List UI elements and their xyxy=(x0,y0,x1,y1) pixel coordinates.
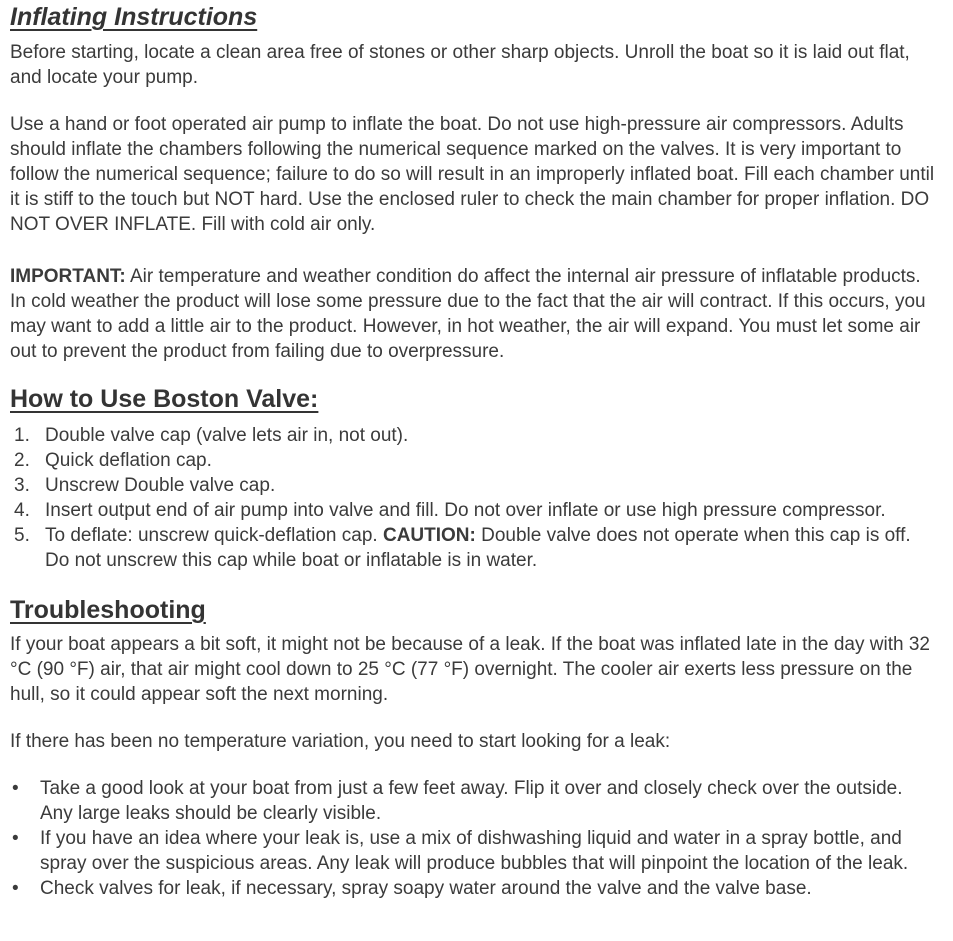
inflating-instructions-heading: Inflating Instructions xyxy=(10,3,258,31)
list-item xyxy=(10,523,939,573)
caution-text: Double valve does not operate when this cap is off. Do not unscrew this cap while boat or inflatable is in water. xyxy=(45,525,911,571)
bullet-marker: • xyxy=(12,778,19,799)
deflate-text: To deflate: unscrew quick-deflation cap. xyxy=(45,525,383,546)
list-item-number: 5. xyxy=(14,525,30,546)
section-boston-valve xyxy=(10,384,939,573)
list-item-text xyxy=(45,523,939,573)
list-item-text: Double valve cap (valve lets air in, not out). xyxy=(45,425,409,446)
section-troubleshooting xyxy=(10,595,939,901)
boston-valve-steps xyxy=(10,423,939,573)
bullet-marker: • xyxy=(12,828,19,849)
important-text: Air temperature and weather condition do affect the internal air pressure of inflatable products. In cold weather the product will lose some pressure due to the fact that the air will contract. If this occurs, you may want to add a little air to the product. However, in hot weather, the air will expand. You must let some air out to prevent the product from failing due to overpressure. xyxy=(10,266,926,362)
list-item xyxy=(10,826,939,876)
list-item-text: Check valves for leak, if necessary, spray soapy water around the valve and the valve base. xyxy=(40,878,812,899)
boston-valve-heading: How to Use Boston Valve: xyxy=(10,385,319,413)
troubleshooting-heading: Troubleshooting xyxy=(10,596,206,624)
list-item-number: 4. xyxy=(14,500,30,521)
section-inflating-instructions xyxy=(10,2,939,364)
list-item-text: Take a good look at your boat from just a few feet away. Flip it over and closely check over the outside. Any large leaks should be clearly visible. xyxy=(40,778,903,824)
list-item-number: 1. xyxy=(14,425,30,446)
pump-usage-paragraph: Use a hand or foot operated air pump to inflate the boat. Do not use high-pressure air compressors. Adults should inflate the chambers following the numerical sequence marked on the valves. It is very important to follow the numerical sequence; failure to do so will result in an improperly inflated boat. Fill each chamber until it is stiff to the touch but NOT hard. Use the enclosed ruler to check the main chamber for proper inflation. DO NOT OVER INFLATE. Fill with cold air only. xyxy=(10,114,935,235)
list-item-text: If you have an idea where your leak is, use a mix of dishwashing liquid and water in a spray bottle, and spray over the suspicious areas. Any leak will produce bubbles that will pinpoint the location of the leak. xyxy=(40,828,909,874)
list-item xyxy=(10,776,939,826)
list-item xyxy=(10,423,939,448)
list-item xyxy=(10,473,939,498)
soft-boat-paragraph: If your boat appears a bit soft, it might not be because of a leak. If the boat was inflated late in the day with 32 °C (90 °F) air, that air might cool down to 25 °C (77 °F) overnight. The cooler air exerts less pressure on the hull, so it could appear soft the next morning. xyxy=(10,634,930,705)
list-item-text: Quick deflation cap. xyxy=(45,450,212,471)
list-item-text: Insert output end of air pump into valve and fill. Do not over inflate or use high pressure compressor. xyxy=(45,500,886,521)
list-item xyxy=(10,876,939,901)
leak-intro-paragraph: If there has been no temperature variation, you need to start looking for a leak: xyxy=(10,731,671,752)
bullet-marker: • xyxy=(12,878,19,899)
important-label: IMPORTANT: xyxy=(10,266,126,287)
leak-check-list xyxy=(10,776,939,901)
caution-label: CAUTION: xyxy=(382,525,476,546)
list-item xyxy=(10,498,939,523)
list-item-text: Unscrew Double valve cap. xyxy=(45,475,276,496)
intro-paragraph: Before starting, locate a clean area free of stones or other sharp objects. Unroll the boat so it is laid out flat, and locate your pump. xyxy=(10,42,910,88)
list-item-number: 2. xyxy=(14,450,30,471)
list-item-number: 3. xyxy=(14,475,30,496)
important-paragraph xyxy=(10,264,939,364)
list-item xyxy=(10,448,939,473)
